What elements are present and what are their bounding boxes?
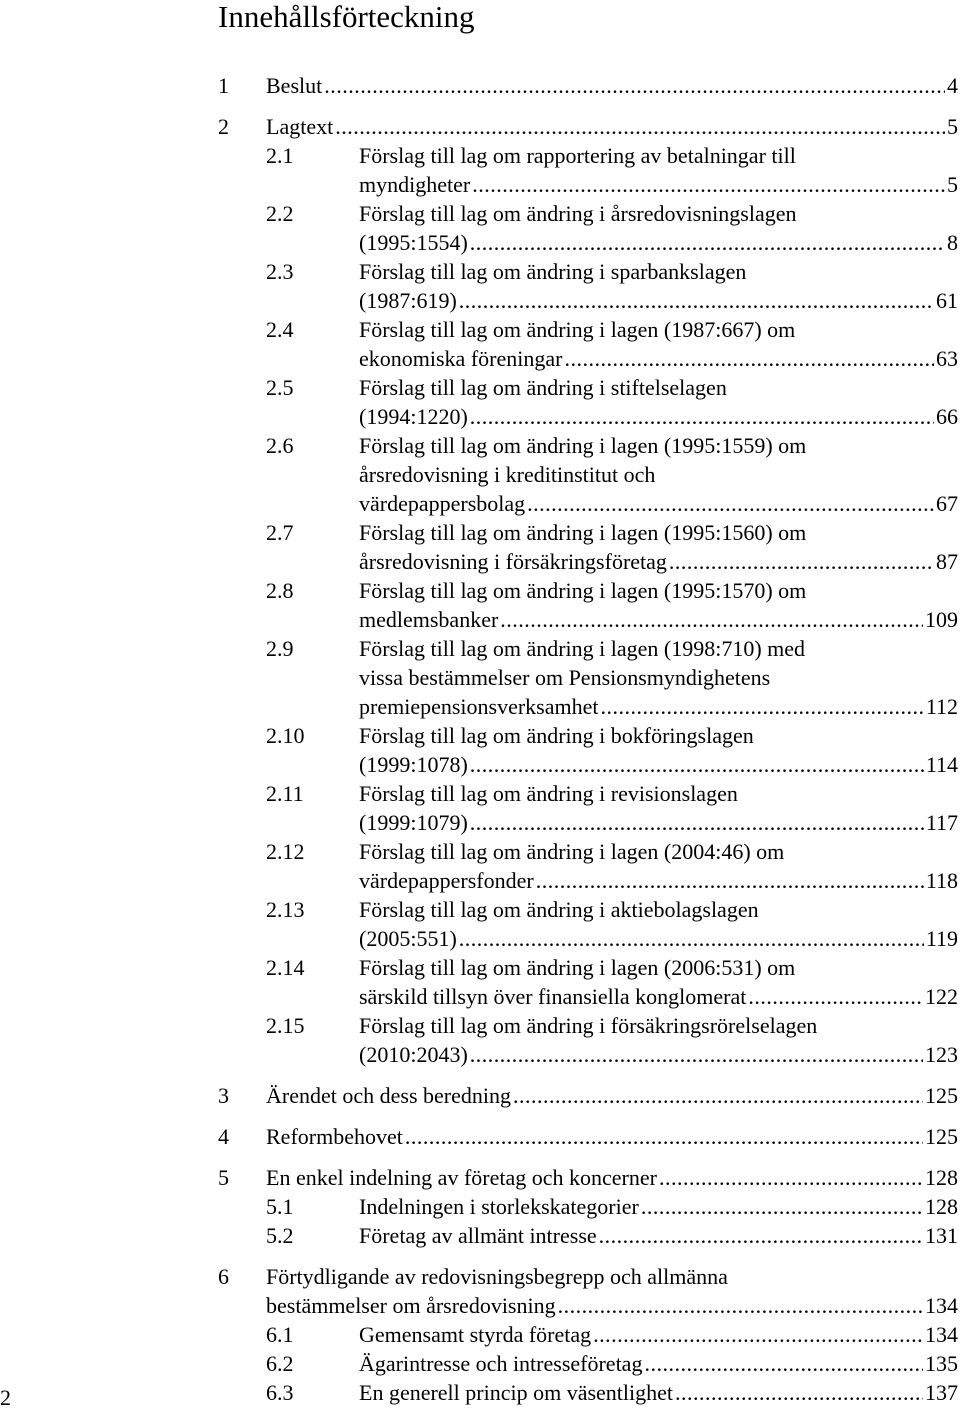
dot-leader — [601, 692, 924, 721]
toc-entry-page: 134 — [925, 1322, 958, 1347]
toc-entry[interactable] — [218, 71, 958, 100]
toc-entry-page: 125 — [925, 1083, 958, 1108]
toc-entry-number: 2.2 — [266, 201, 294, 226]
dot-leader — [470, 1040, 923, 1069]
toc-entry-title: Förslag till lag om rapportering av betalningar till — [359, 143, 796, 168]
toc-entry[interactable] — [218, 112, 958, 141]
toc-entry-title: ekonomiska föreningar — [359, 346, 563, 371]
toc-entry-number: 2.5 — [266, 375, 294, 400]
toc-entry[interactable] — [218, 373, 958, 431]
toc-entry-number: 6.2 — [266, 1351, 294, 1376]
toc-entry-number: 6.3 — [266, 1380, 294, 1405]
toc-entry-title: Förslag till lag om ändring i försäkringsrörelselagen — [359, 1013, 818, 1038]
toc-entry-page: 67 — [936, 491, 958, 516]
toc-entry-number: 2.14 — [266, 955, 305, 980]
toc-entry-number: 6.1 — [266, 1322, 294, 1347]
toc-entry-title: Förslag till lag om ändring i lagen (1987:667) om — [359, 317, 796, 342]
dot-leader — [459, 286, 934, 315]
toc-entry[interactable] — [218, 1163, 958, 1192]
toc-entry-page: 135 — [925, 1351, 958, 1376]
toc-entry[interactable] — [218, 576, 958, 634]
toc-entry-number: 2.15 — [266, 1013, 305, 1038]
toc-entry-title: (1999:1079) — [359, 810, 468, 835]
toc-entry-title: (2010:2043) — [359, 1042, 468, 1067]
toc-entry[interactable] — [218, 1192, 958, 1221]
toc-entry-number: 2.7 — [266, 520, 294, 545]
toc-entry-page: 112 — [925, 694, 958, 719]
dot-leader — [536, 866, 924, 895]
toc-entry-title: årsredovisning i försäkringsföretag — [359, 549, 667, 574]
toc-entry[interactable] — [218, 1320, 958, 1349]
toc-entry-title: myndigheter — [359, 172, 471, 197]
toc-entry-title: Lagtext — [266, 114, 334, 139]
toc-entry-page: 66 — [936, 404, 958, 429]
toc-entry-title: Reformbehovet — [266, 1124, 403, 1149]
toc-entry-title: Förslag till lag om ändring i lagen (1995:1560) om — [359, 520, 807, 545]
dot-leader — [470, 750, 924, 779]
toc-entry-page: 87 — [936, 549, 958, 574]
toc-entry-number: 2.13 — [266, 897, 305, 922]
toc-entry-number: 2.3 — [266, 259, 294, 284]
toc-entry[interactable] — [218, 1262, 958, 1320]
dot-leader — [659, 1163, 923, 1192]
toc-entry-page: 5 — [947, 172, 958, 197]
toc-entry-title: (1995:1554) — [359, 230, 468, 255]
toc-entry-title: Förslag till lag om ändring i stiftelselagen — [359, 375, 727, 400]
toc-entry[interactable] — [218, 1378, 958, 1407]
toc-entry[interactable] — [218, 431, 958, 518]
toc-entry-title: Förslag till lag om ändring i aktiebolagslagen — [359, 897, 759, 922]
toc-entry-number: 1 — [218, 73, 229, 98]
toc-entry-title: värdepappersbolag — [359, 491, 526, 516]
dot-leader — [527, 489, 934, 518]
toc-entry-title: vissa bestämmelser om Pensionsmyndighetens — [359, 665, 771, 690]
toc-entry-number: 2.11 — [266, 781, 304, 806]
toc-entry-page: 61 — [936, 288, 958, 313]
toc-entry-number: 2.10 — [266, 723, 305, 748]
dot-leader — [669, 547, 934, 576]
toc-entry-page: 117 — [925, 810, 958, 835]
toc-entry-page: 128 — [925, 1194, 958, 1219]
toc-entry-title: särskild tillsyn över finansiella konglomerat — [359, 984, 747, 1009]
toc-entry-title: Företag av allmänt intresse — [359, 1223, 597, 1248]
toc-entry-title: Indelningen i storlekskategorier — [359, 1194, 639, 1219]
toc-entry-page: 63 — [936, 346, 958, 371]
toc-entry[interactable] — [218, 518, 958, 576]
toc-entry-title: Förslag till lag om ändring i lagen (2006:531) om — [359, 955, 796, 980]
dot-leader — [405, 1122, 923, 1151]
toc-entry-page: 134 — [925, 1293, 958, 1318]
toc-entry[interactable] — [218, 141, 958, 199]
dot-leader — [470, 808, 924, 837]
toc-entry-title: En generell princip om väsentlighet — [359, 1380, 674, 1405]
toc-entry-title: Ägarintresse och intresseföretag — [359, 1351, 643, 1376]
dot-leader — [470, 228, 945, 257]
dot-leader — [675, 1378, 923, 1407]
toc-entry-title: bestämmelser om årsredovisning — [266, 1293, 556, 1318]
dot-leader — [500, 605, 923, 634]
toc-entry-page: 128 — [925, 1165, 958, 1190]
toc-entry-title: medlemsbanker — [359, 607, 499, 632]
toc-entry-title: årsredovisning i kreditinstitut och — [359, 462, 656, 487]
toc-entry-number: 2.12 — [266, 839, 305, 864]
toc-entry-title: Förslag till lag om ändring i sparbankslagen — [359, 259, 747, 284]
toc-entry-title: premiepensionsverksamhet — [359, 694, 599, 719]
toc-entry[interactable] — [218, 1349, 958, 1378]
dot-leader — [593, 1320, 923, 1349]
toc-entry-number: 4 — [218, 1124, 229, 1149]
toc-entry-title: värdepappersfonder — [359, 868, 534, 893]
toc-entry-title: Ärendet och dess beredning — [266, 1083, 511, 1108]
toc-entry[interactable] — [218, 721, 958, 779]
toc-entry-number: 6 — [218, 1264, 229, 1289]
dot-leader — [335, 112, 945, 141]
toc-entry[interactable] — [218, 634, 958, 721]
toc-entry[interactable] — [218, 1011, 958, 1069]
dot-leader — [558, 1291, 923, 1320]
toc-entry-number: 2.6 — [266, 433, 294, 458]
toc-entry-page: 137 — [925, 1380, 958, 1405]
toc-entry-number: 3 — [218, 1083, 229, 1108]
toc-entry[interactable] — [218, 953, 958, 1011]
toc-entry-number: 2.4 — [266, 317, 294, 342]
toc-entry-page: 114 — [925, 752, 958, 777]
toc-entry-title: (2005:551) — [359, 926, 457, 951]
dot-leader — [459, 924, 924, 953]
page-number: 2 — [0, 1385, 11, 1410]
toc-entry-title: Förslag till lag om ändring i revisionslagen — [359, 781, 738, 806]
toc-entry[interactable] — [218, 315, 958, 373]
toc-entry-page: 118 — [925, 868, 958, 893]
dot-leader — [513, 1081, 923, 1110]
toc-entry-page: 131 — [925, 1223, 958, 1248]
toc-entry-title: Förslag till lag om ändring i årsredovisningslagen — [359, 201, 797, 226]
toc-entry-page: 123 — [925, 1042, 958, 1067]
toc-entry-title: Förslag till lag om ändring i lagen (1995:1570) om — [359, 578, 807, 603]
dot-leader — [472, 170, 945, 199]
toc-entry-number: 2.9 — [266, 636, 294, 661]
toc-entry[interactable] — [218, 1221, 958, 1250]
toc-entry[interactable] — [218, 199, 958, 257]
toc-entry-number: 2 — [218, 114, 229, 139]
toc-entry-title: Förslag till lag om ändring i bokföringslagen — [359, 723, 754, 748]
toc-entry-title: Förslag till lag om ändring i lagen (1998:710) med — [359, 636, 806, 661]
toc-entry-number: 5 — [218, 1165, 229, 1190]
dot-leader — [644, 1349, 923, 1378]
toc-entry-page: 4 — [947, 73, 958, 98]
toc-entry-page: 122 — [925, 984, 958, 1009]
toc-entry-title: Förtydligande av redovisningsbegrepp och allmänna — [266, 1264, 728, 1289]
toc-entry[interactable] — [218, 895, 958, 953]
toc-entry-page: 5 — [947, 114, 958, 139]
dot-leader — [564, 344, 934, 373]
toc-entry-title: En enkel indelning av företag och koncerner — [266, 1165, 657, 1190]
toc-entry-page: 125 — [925, 1124, 958, 1149]
toc-entry[interactable] — [218, 257, 958, 315]
page-title: Innehållsförteckning — [218, 0, 475, 34]
toc-entry-page: 109 — [925, 607, 958, 632]
toc-entry-number: 2.1 — [266, 143, 294, 168]
toc-entry-title: Gemensamt styrda företag — [359, 1322, 592, 1347]
toc-entry-title: (1999:1078) — [359, 752, 468, 777]
table-of-contents — [218, 71, 958, 1407]
toc-entry-title: (1994:1220) — [359, 404, 468, 429]
dot-leader — [748, 982, 923, 1011]
toc-entry-page: 8 — [947, 230, 958, 255]
toc-entry-title: Beslut — [266, 73, 323, 98]
toc-entry-title: Förslag till lag om ändring i lagen (2004:46) om — [359, 839, 785, 864]
toc-entry-number: 2.8 — [266, 578, 294, 603]
toc-entry-page: 119 — [925, 926, 958, 951]
toc-entry[interactable] — [218, 1122, 958, 1151]
dot-leader — [324, 71, 945, 100]
toc-entry[interactable] — [218, 779, 958, 837]
dot-leader — [470, 402, 934, 431]
dot-leader — [599, 1221, 923, 1250]
toc-entry[interactable] — [218, 1081, 958, 1110]
toc-entry-title: (1987:619) — [359, 288, 457, 313]
toc-entry-title: Förslag till lag om ändring i lagen (1995:1559) om — [359, 433, 807, 458]
toc-entry[interactable] — [218, 837, 958, 895]
toc-entry-number: 5.1 — [266, 1194, 294, 1219]
toc-entry-number: 5.2 — [266, 1223, 294, 1248]
dot-leader — [641, 1192, 923, 1221]
